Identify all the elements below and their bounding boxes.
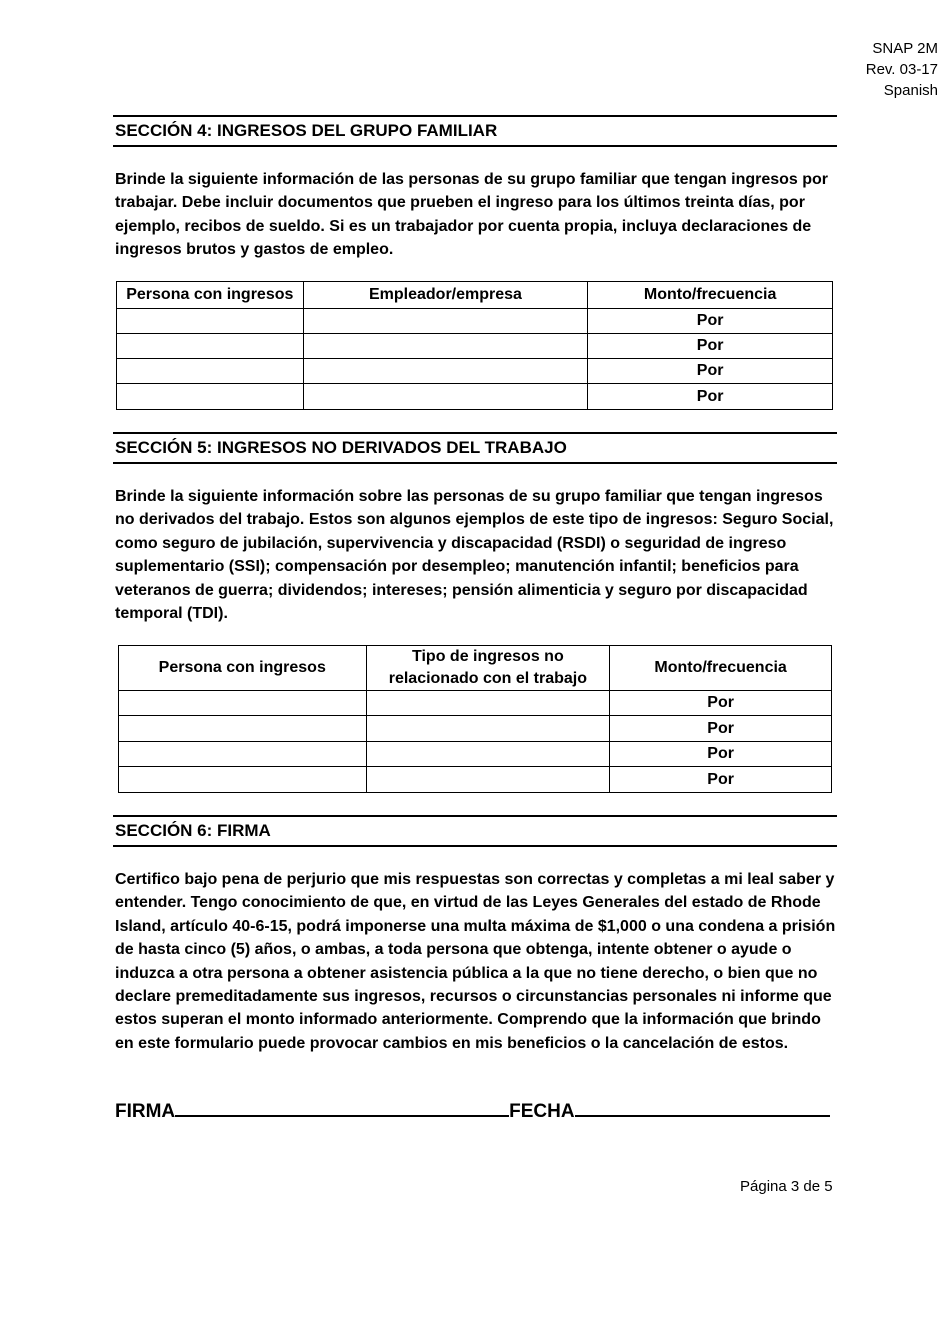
amount-frequency-cell[interactable]: Por [588, 359, 833, 384]
form-language: Spanish [883, 82, 938, 99]
section5-instructions: Brinde la siguiente información sobre las personas de su grupo familiar que tengan ingresos no derivados del trabajo. Estos son algunos ejemplos de este tipo de ingresos: Seguro Social, como seguro de jubilación, supervivencia y discapacidad (RSDI) o seguridad de ingreso suplementario (SSI); compensación por desempleo; manutención infantil; beneficios para veteranos de guerra; dividendos; intereses; pensión alimenticia y seguro por discapacidad temporal (TDI). [115, 488, 834, 623]
date-field[interactable] [575, 1096, 830, 1117]
signature-row [115, 1096, 830, 1123]
person-cell[interactable] [117, 384, 304, 410]
certification-statement: Certifico bajo pena de perjurio que mis respuestas son correctas y completas a mi leal saber y entender. Tengo conocimiento de que, en virtud de las Leyes Generales del estado de Rhode Island, artículo 40-6-15, podrá imponerse una multa máxima de $1,000 o una condena a prisión de hasta cinco (5) años, o ambas, a toda persona que obtenga, intente obtener o ayude o induzca a otra persona a obtener asistencia pública a la que no tiene derecho, o bien que no declare premeditadamente sus ingresos, recursos o circunstancias personales ni informe que estos superan el monto informado anteriormente. Comprendo que la información que brindo en este formulario puede provocar cambios en mis beneficios o la cancelación de estos. [115, 871, 836, 1052]
amount-frequency-cell[interactable]: Por [610, 691, 832, 716]
income-type-cell[interactable] [366, 742, 610, 767]
col-header-person: Persona con ingresos [119, 646, 367, 691]
unearned-income-table [118, 645, 832, 793]
table-row [117, 309, 833, 334]
income-type-cell[interactable] [366, 767, 610, 793]
employer-cell[interactable] [303, 309, 588, 334]
table-row [117, 359, 833, 384]
col-header-person: Persona con ingresos [117, 282, 304, 309]
amount-frequency-cell[interactable]: Por [588, 334, 833, 359]
amount-frequency-cell[interactable]: Por [610, 767, 832, 793]
col-header-amount: Monto/frecuencia [610, 646, 832, 691]
amount-frequency-cell[interactable]: Por [588, 384, 833, 410]
section6-title: SECCIÓN 6: FIRMA [113, 815, 837, 847]
form-revision: Rev. 03-17 [865, 61, 938, 78]
table-header-row [119, 646, 832, 691]
signature-label: FIRMA [115, 1101, 176, 1122]
page-number: Página 3 de 5 [740, 1178, 833, 1195]
signature-field[interactable] [175, 1096, 509, 1117]
employer-cell[interactable] [303, 359, 588, 384]
person-cell[interactable] [117, 334, 304, 359]
col-header-amount: Monto/frecuencia [588, 282, 833, 309]
income-type-cell[interactable] [366, 691, 610, 716]
amount-frequency-cell[interactable]: Por [610, 716, 832, 742]
amount-frequency-cell[interactable]: Por [610, 742, 832, 767]
form-id: SNAP 2M [872, 40, 938, 57]
section4-instructions: Brinde la siguiente información de las personas de su grupo familiar que tengan ingresos por trabajar. Debe incluir documentos que prueben el ingreso para los últimos treinta días, por ejemplo, recibos de sueldo. Si es un trabajador por cuenta propia, incluya declaraciones de ingresos brutos y gastos de empleo. [115, 171, 829, 259]
employer-cell[interactable] [303, 384, 588, 410]
table-row [117, 334, 833, 359]
table-row [117, 384, 833, 410]
table-row [119, 691, 832, 716]
amount-frequency-cell[interactable]: Por [588, 309, 833, 334]
person-cell[interactable] [117, 359, 304, 384]
person-cell[interactable] [119, 716, 367, 742]
earned-income-table [116, 281, 833, 410]
income-type-cell[interactable] [366, 716, 610, 742]
section4-title: SECCIÓN 4: INGRESOS DEL GRUPO FAMILIAR [113, 115, 837, 147]
section5-title: SECCIÓN 5: INGRESOS NO DERIVADOS DEL TRABAJO [113, 432, 837, 464]
table-row [119, 716, 832, 742]
person-cell[interactable] [119, 742, 367, 767]
table-row [119, 742, 832, 767]
table-row [119, 767, 832, 793]
employer-cell[interactable] [303, 334, 588, 359]
person-cell[interactable] [119, 691, 367, 716]
col-header-income-type: Tipo de ingresos no relacionado con el trabajo [366, 646, 610, 691]
date-label: FECHA [509, 1101, 575, 1122]
table-header-row [117, 282, 833, 309]
person-cell[interactable] [119, 767, 367, 793]
form-identifier [866, 38, 938, 101]
col-header-employer: Empleador/empresa [303, 282, 588, 309]
person-cell[interactable] [117, 309, 304, 334]
